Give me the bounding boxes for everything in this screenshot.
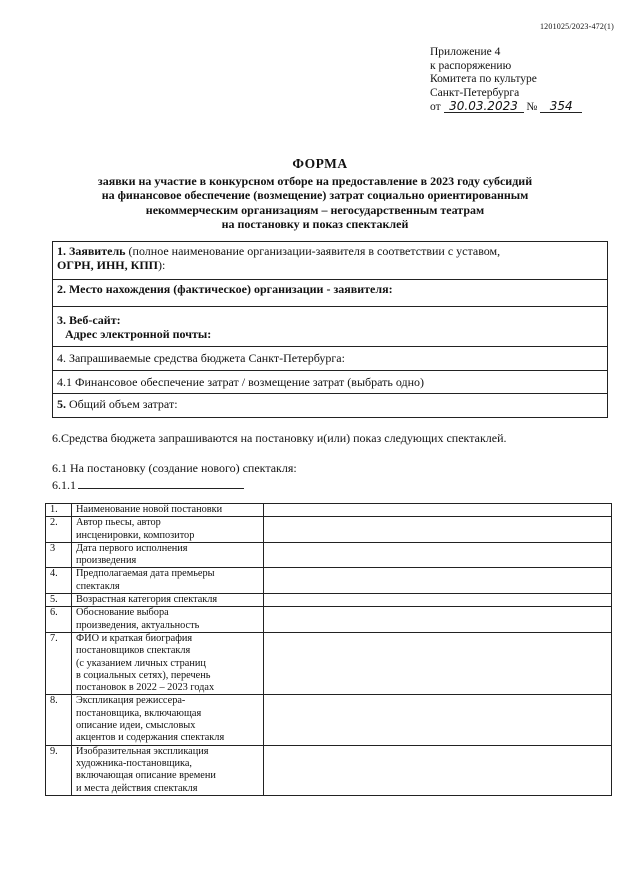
row-number: 5. xyxy=(46,594,72,607)
row-label-line: ФИО и краткая биография xyxy=(76,632,193,644)
row-label xyxy=(72,695,264,745)
applicant-info-box xyxy=(52,241,608,418)
table-row xyxy=(46,504,612,517)
row-label-line: постановок в 2022 – 2023 годах xyxy=(76,682,215,694)
appendix-line: Приложение 4 xyxy=(430,46,501,58)
row-label-line: Экспликация режиссера- xyxy=(76,695,186,707)
form-subtitle xyxy=(60,174,570,231)
performance-table xyxy=(45,503,612,796)
row-label-line: произведения, актуальность xyxy=(76,619,200,631)
section-6-1-1-label: 6.1.1 xyxy=(52,478,76,492)
row-label-line: Предполагаемая дата премьеры xyxy=(76,568,215,580)
form-title-main: ФОРМА xyxy=(292,156,348,171)
row-label-line: произведения xyxy=(76,555,137,567)
budget-funds-row xyxy=(53,347,607,371)
applicant-label: 1. Заявитель xyxy=(57,244,126,258)
row-label-line: (с указанием личных страниц xyxy=(76,657,206,669)
form-subtitle-line: некоммерческим организациям – негосударственным театрам xyxy=(145,202,485,217)
applicant-name-row xyxy=(53,242,607,280)
row-label xyxy=(72,594,264,607)
row-label-line: описание идеи, смысловых xyxy=(76,720,196,732)
table-row xyxy=(46,607,612,633)
row-number: 8. xyxy=(46,695,72,745)
row-label-line: включающая описание времени xyxy=(76,770,216,782)
section-6-1-1 xyxy=(52,477,244,493)
row-number: 2. xyxy=(46,517,72,543)
row-label-line: в социальных сетях), перечень xyxy=(76,669,211,681)
appendix-line: к распоряжению xyxy=(430,59,512,72)
budget-funds-label: 4. Запрашиваемые средства бюджета Санкт-Петербурга: xyxy=(57,351,345,365)
row-label xyxy=(72,632,264,694)
total-costs-number: 5. xyxy=(57,397,66,411)
row-value-cell xyxy=(264,568,612,594)
table-row xyxy=(46,695,612,745)
row-label-line: Изобразительная экспликация xyxy=(76,745,209,757)
row-value-cell xyxy=(264,517,612,543)
row-value-cell xyxy=(264,542,612,568)
row-value-cell xyxy=(264,607,612,633)
total-costs-label: Общий объем затрат: xyxy=(66,397,178,411)
row-label-line: Наименование новой постановки xyxy=(76,504,223,515)
row-label-line: художника-постановщика, xyxy=(76,757,193,769)
row-label-line: спектакля xyxy=(76,580,120,592)
row-value-cell xyxy=(264,504,612,517)
row-label-line: постановщиков спектакля xyxy=(76,645,191,657)
row-label xyxy=(72,542,264,568)
row-label-line: и места действия спектакля xyxy=(76,782,198,794)
location-label: 2. Место нахождения (фактическое) организации - заявителя: xyxy=(57,282,393,296)
table-row xyxy=(46,517,612,543)
row-number: 4. xyxy=(46,568,72,594)
form-subtitle-line: на финансовое обеспечение (возмещение) затрат социально ориентированным xyxy=(101,188,529,203)
email-label: Адрес электронной почты: xyxy=(65,327,212,341)
row-value-cell xyxy=(264,695,612,745)
row-label xyxy=(72,504,264,517)
applicant-ids-label: ОГРН, ИНН, КПП xyxy=(57,258,159,272)
appendix-line: Санкт-Петербурга xyxy=(430,86,520,99)
applicant-label-text: (полное наименование организации-заявителя в соответствии с уставом, xyxy=(125,244,501,258)
row-number: 6. xyxy=(46,607,72,633)
row-label-line: Возрастная категория спектакля xyxy=(76,594,218,606)
row-number: 1. xyxy=(46,504,72,517)
table-row xyxy=(46,542,612,568)
row-label xyxy=(72,568,264,594)
fill-in-line xyxy=(78,477,244,489)
table-row xyxy=(46,568,612,594)
table-row xyxy=(46,632,612,694)
section-6-1-heading: 6.1 На постановку (создание нового) спектакля: xyxy=(52,461,297,475)
number-prefix: № xyxy=(526,101,538,113)
row-label-line: постановщика, включающая xyxy=(76,707,202,719)
from-prefix: от xyxy=(430,101,441,113)
row-label xyxy=(72,607,264,633)
row-number: 9. xyxy=(46,745,72,795)
row-value-cell xyxy=(264,594,612,607)
location-row xyxy=(53,280,607,307)
section-6-heading: 6.Средства бюджета запрашиваются на постановку и(или) показ следующих спектаклей. xyxy=(52,431,507,445)
form-subtitle-line: заявки на участие в конкурсном отборе на предоставление в 2023 году субсидий xyxy=(97,174,533,188)
total-costs-row xyxy=(53,394,607,417)
funding-type-row xyxy=(53,371,607,394)
row-label-line: Автор пьесы, автор xyxy=(76,517,161,529)
row-label-line: акцентов и содержания спектакля xyxy=(76,732,225,744)
row-label-line: Дата первого исполнения xyxy=(76,542,188,554)
form-title xyxy=(0,157,640,172)
row-label-line: инсценировки, композитор xyxy=(76,529,195,541)
row-number: 7. xyxy=(46,632,72,694)
row-value-cell xyxy=(264,632,612,694)
table-row xyxy=(46,594,612,607)
registration-number: 1201025/2023-472(1) xyxy=(539,22,614,31)
website-label: 3. Веб-сайт: xyxy=(57,313,121,327)
appendix-date-line xyxy=(430,100,582,115)
row-label xyxy=(72,745,264,795)
appendix-block xyxy=(430,46,582,115)
row-label-line: Обоснование выбора xyxy=(76,607,169,619)
row-label xyxy=(72,517,264,543)
appendix-line: Комитета по культуре xyxy=(430,73,537,85)
row-number: 3 xyxy=(46,542,72,568)
applicant-ids-tail: ): xyxy=(158,258,166,272)
handwritten-number: 354 xyxy=(540,100,582,113)
website-email-row xyxy=(53,307,607,347)
table-row xyxy=(46,745,612,795)
form-subtitle-line: на постановку и показ спектаклей xyxy=(221,216,409,231)
handwritten-date: 30.03.2023 xyxy=(444,100,524,113)
funding-type-label: 4.1 Финансовое обеспечение затрат / возмещение затрат (выбрать одно) xyxy=(57,375,425,389)
row-value-cell xyxy=(264,745,612,795)
